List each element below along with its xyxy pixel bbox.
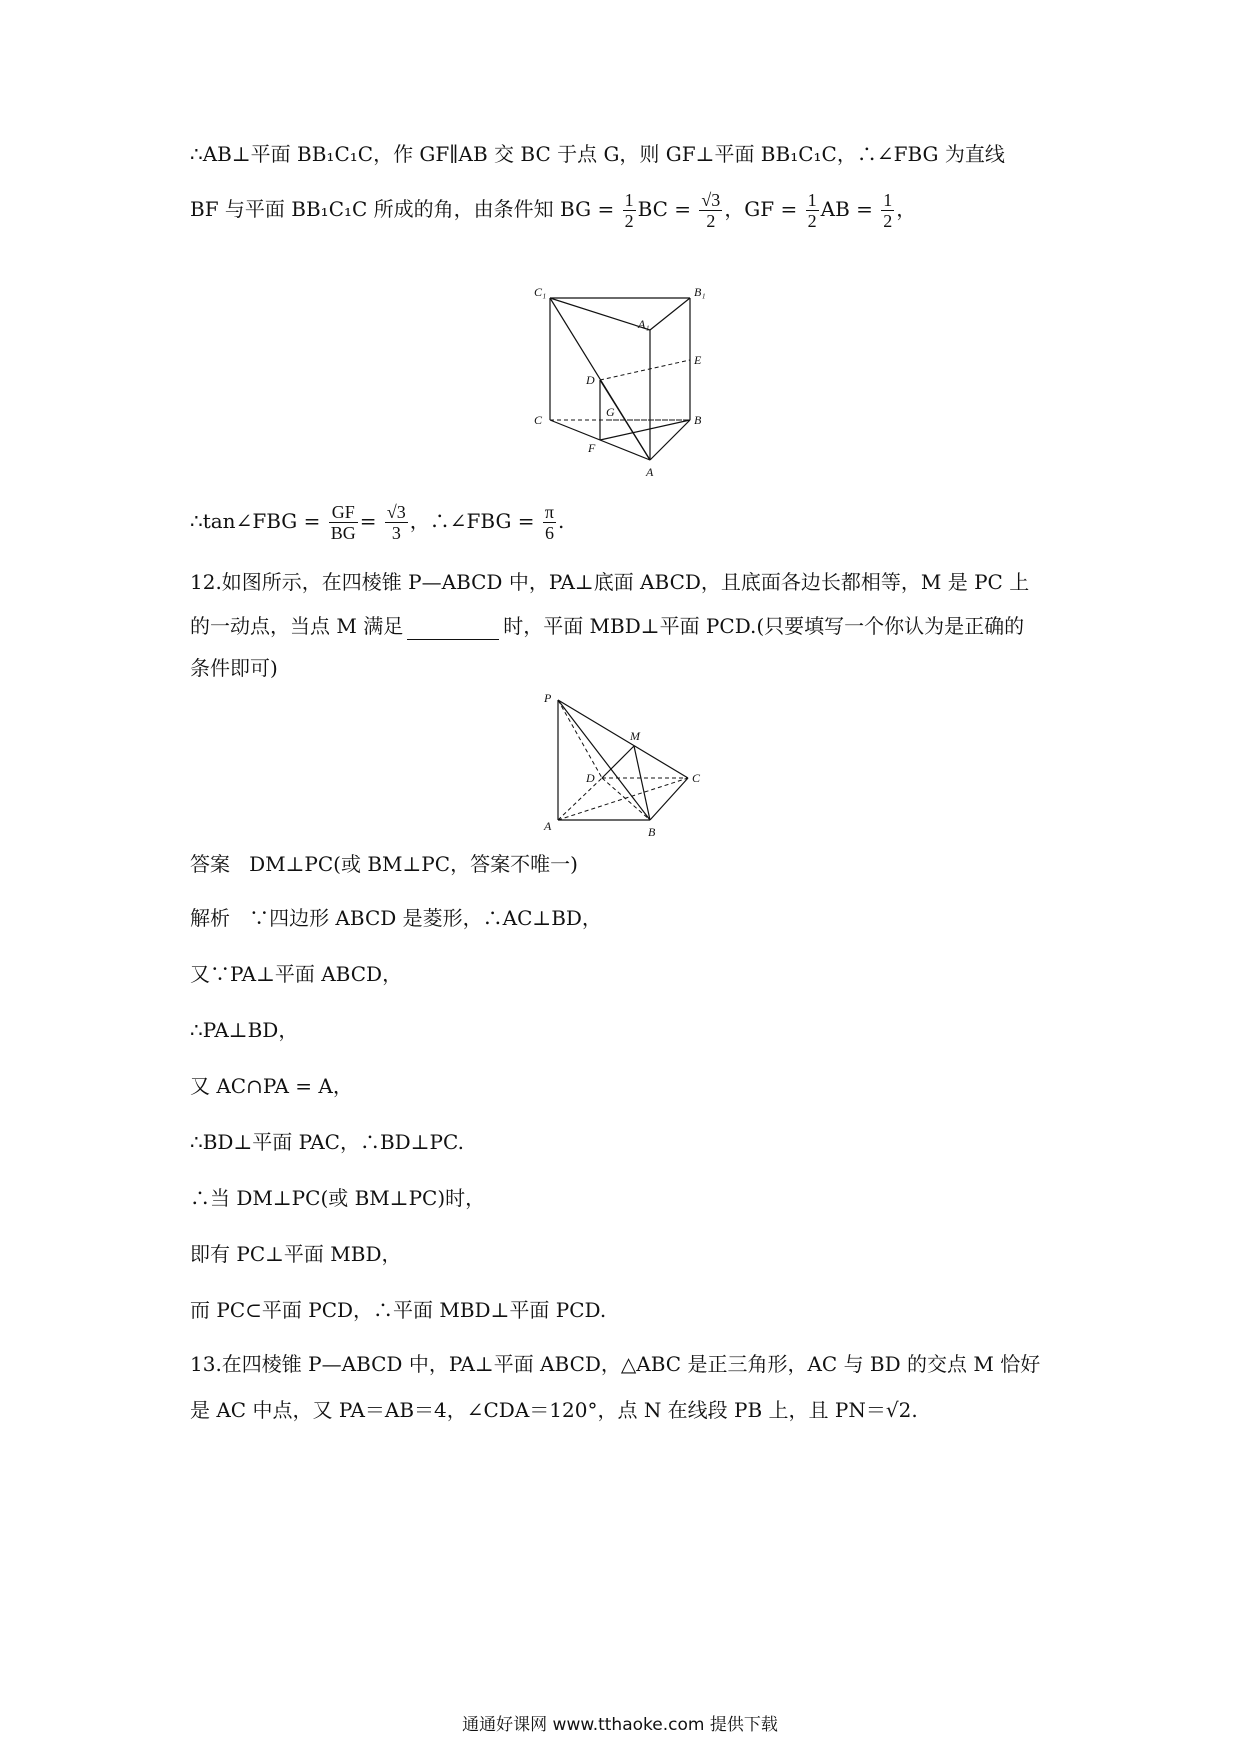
text-line-3 xyxy=(190,502,564,543)
text-line-2 xyxy=(190,190,916,231)
analysis-text: ∵四边形 ABCD 是菱形，∴AC⊥BD， xyxy=(249,906,602,930)
text-segment: 时，平面 MBD⊥平面 PCD.(只要填写一个你认为是正确的 xyxy=(503,614,1025,638)
label-e: E xyxy=(694,353,702,367)
answer-label: 答案 xyxy=(190,852,230,876)
analysis-line-7: 即有 PC⊥平面 MBD， xyxy=(190,1242,402,1266)
answer-text: DM⊥PC(或 BM⊥PC，答案不唯一) xyxy=(249,852,578,876)
analysis-line-4: 又 AC∩PA = A， xyxy=(190,1074,353,1098)
question-12-line-3: 条件即可) xyxy=(190,656,278,680)
analysis-line-2: 又∵PA⊥平面 ABCD， xyxy=(190,962,403,986)
analysis-line-1 xyxy=(190,904,602,932)
analysis-line-6: ∴当 DM⊥PC(或 BM⊥PC)时， xyxy=(190,1186,486,1210)
text-segment: = xyxy=(359,509,377,533)
fraction-pi-over-6: $\frac{\pi}{6}$ xyxy=(544,502,555,543)
figure-prism xyxy=(520,280,720,480)
label-c1: C₁ xyxy=(534,285,547,299)
label-g: G xyxy=(606,405,615,419)
fraction-half-3: $\frac{1}{2}$ xyxy=(883,190,893,231)
text-segment: BC = xyxy=(637,197,692,221)
fraction-half-2: $\frac{1}{2}$ xyxy=(807,190,817,231)
question-13-line-1: 13.在四棱锥 P—ABCD 中，PA⊥平面 ABCD，△ABC 是正三角形，AC 与 BD 的交点 M 恰好 xyxy=(190,1352,1041,1376)
label-b: B xyxy=(648,825,656,839)
fraction-half: $\frac{1}{2}$ xyxy=(624,190,634,231)
text-segment: . xyxy=(558,509,565,533)
text-segment: ， xyxy=(896,197,917,221)
label-a: A xyxy=(544,819,552,833)
text-segment: BF 与平面 BB₁C₁C 所成的角，由条件知 BG = xyxy=(190,197,615,221)
question-12-line-1: 12.如图所示，在四棱锥 P—ABCD 中，PA⊥底面 ABCD，且底面各边长都相等，M 是 PC 上 xyxy=(190,570,1030,594)
fraction-sqrt3-over-3: $\frac{√3}{3}$ xyxy=(386,502,406,543)
text-segment: 的一动点，当点 M 满足 xyxy=(190,614,404,638)
label-f: F xyxy=(588,441,596,455)
label-a1: A₁ xyxy=(638,317,650,331)
label-d: D xyxy=(586,373,595,387)
analysis-label: 解析 xyxy=(190,906,230,930)
label-a: A xyxy=(646,465,654,479)
answer-blank xyxy=(407,619,499,640)
text-segment: ∴tan∠FBG = xyxy=(190,509,321,533)
label-c: C xyxy=(534,413,543,427)
page-footer: 通通好课网 www.tthaoke.com 提供下载 xyxy=(462,1715,778,1735)
analysis-line-5: ∴BD⊥平面 PAC，∴BD⊥PC. xyxy=(190,1130,464,1154)
question-12-line-2 xyxy=(190,612,1024,640)
figure-pyramid xyxy=(540,690,720,840)
label-m: M xyxy=(630,729,640,743)
label-c: C xyxy=(692,771,701,785)
text-segment: AB = xyxy=(820,197,873,221)
label-p: P xyxy=(544,691,552,705)
text-segment: ，GF = xyxy=(724,197,798,221)
analysis-line-3: ∴PA⊥BD， xyxy=(190,1018,299,1042)
label-d: D xyxy=(586,771,595,785)
question-13-line-2: 是 AC 中点，又 PA＝AB＝4，∠CDA＝120°，点 N 在线段 PB 上，且 PN＝√2. xyxy=(190,1398,918,1422)
text-segment: ，∴∠FBG = xyxy=(409,509,535,533)
fraction-gf-bg: $\frac{GF}{BG}$ xyxy=(330,502,356,543)
analysis-line-8: 而 PC⊂平面 PCD，∴平面 MBD⊥平面 PCD. xyxy=(190,1298,607,1322)
label-b1: B₁ xyxy=(694,285,706,299)
text-line-1: ∴AB⊥平面 BB₁C₁C，作 GF∥AB 交 BC 于点 G，则 GF⊥平面 BB₁C₁C，∴∠FBG 为直线 xyxy=(190,142,1005,166)
label-b: B xyxy=(694,413,702,427)
fraction-sqrt3-over-2: $\frac{√3}{2}$ xyxy=(701,190,721,231)
answer-line xyxy=(190,850,578,878)
